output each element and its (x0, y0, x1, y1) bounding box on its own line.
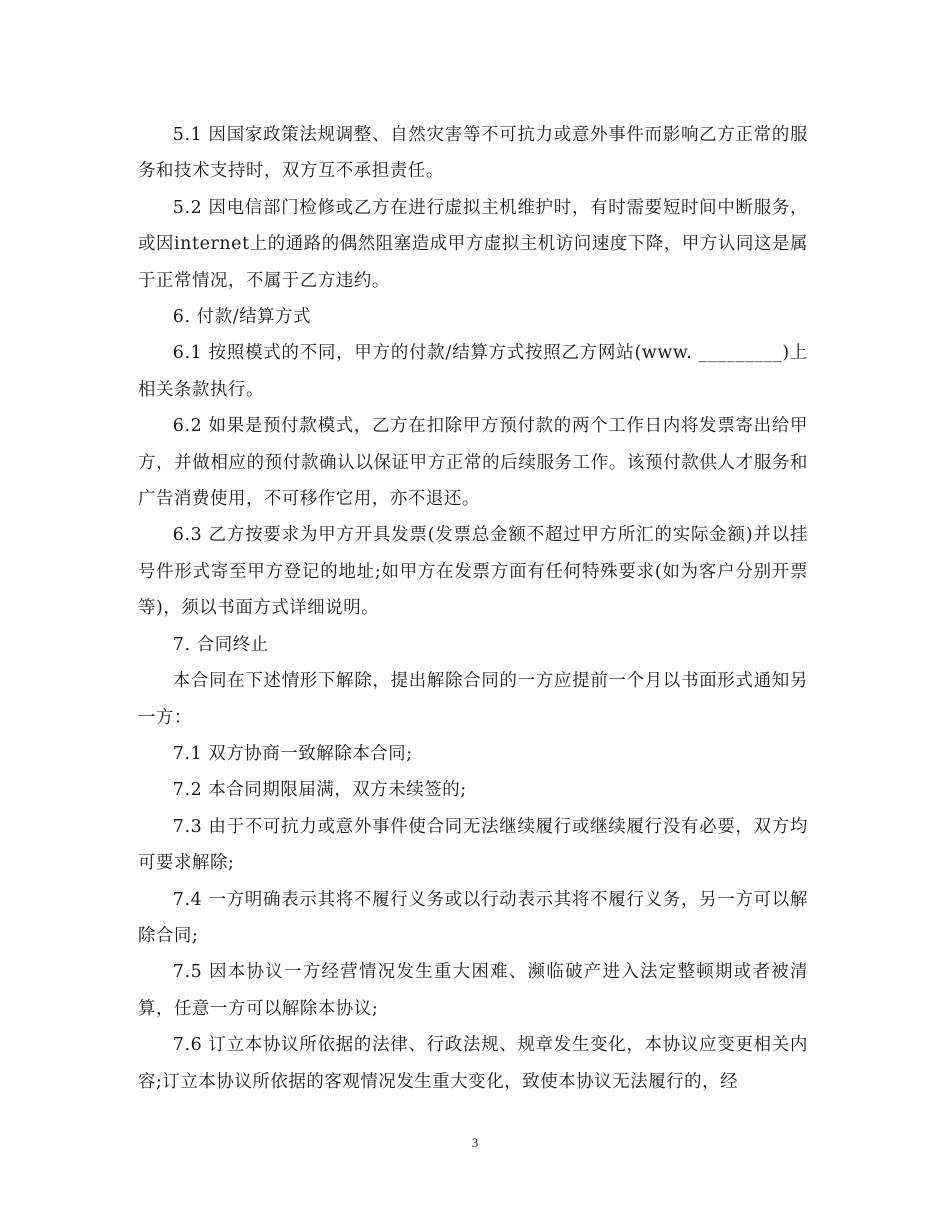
clause-7-1: 7.1 双方协商一致解除本合同; (172, 743, 413, 764)
clause-6-2: 6.2 如果是预付款模式，乙方在扣除甲方预付款的两个工作日内将发票寄出给甲方，并做相应的预付款确认以保证甲方正常的后续服务工作。该预付款供人才服务和广告消费使用，不可移作它用，亦不退还。 (138, 416, 808, 510)
section-6-heading: 6. 付款/结算方式 (172, 307, 312, 328)
clause-6-1: 6.1 按照模式的不同，甲方的付款/结算方式按照乙方网站(www. _________)上相关条款执行。 (138, 343, 808, 400)
clause-7-4: 7.4 一方明确表示其将不履行义务或以行动表示其将不履行义务，另一方可以解除合同; (138, 889, 808, 946)
clause-6-3: 6.3 乙方按要求为甲方开具发票(发票总金额不超过甲方所汇的实际金额)并以挂号件形式寄至甲方登记的地址;如甲方在发票方面有任何特殊要求(如为客户分别开票等)，须以书面方式详细说明。 (138, 525, 808, 619)
clause-7-6: 7.6 订立本协议所依据的法律、行政法规、规章发生变化，本协议应变更相关内容;订立本协议所依据的客观情况发生重大变化，致使本协议无法履行的，经 (138, 1035, 808, 1092)
section-7-heading: 7. 合同终止 (172, 634, 269, 655)
page-number: 3 (471, 1135, 479, 1150)
clause-7-3: 7.3 由于不可抗力或意外事件使合同无法继续履行或继续履行没有必要，双方均可要求解除; (138, 816, 808, 874)
clause-5-1: 5.1 因国家政策法规调整、自然灾害等不可抗力或意外事件而影响乙方正常的服务和技术支持时，双方互不承担责任。 (138, 125, 808, 182)
document-body (138, 117, 808, 1100)
clause-7-2: 7.2 本合同期限届满，双方未续签的; (172, 780, 467, 801)
clause-5-2: 5.2 因电信部门检修或乙方在进行虚拟主机维护时，有时需要短时间中断服务，或因internet上的通路的偶然阻塞造成甲方虚拟主机访问速度下降，甲方认同这是属于正常情况，不属于乙方违约。 (138, 197, 808, 291)
section-7-intro: 本合同在下述情形下解除，提出解除合同的一方应提前一个月以书面形式通知另一方： (138, 671, 808, 728)
clause-7-5: 7.5 因本协议一方经营情况发生重大困难、濒临破产进入法定整顿期或者被清算，任意一方可以解除本协议; (138, 962, 808, 1019)
